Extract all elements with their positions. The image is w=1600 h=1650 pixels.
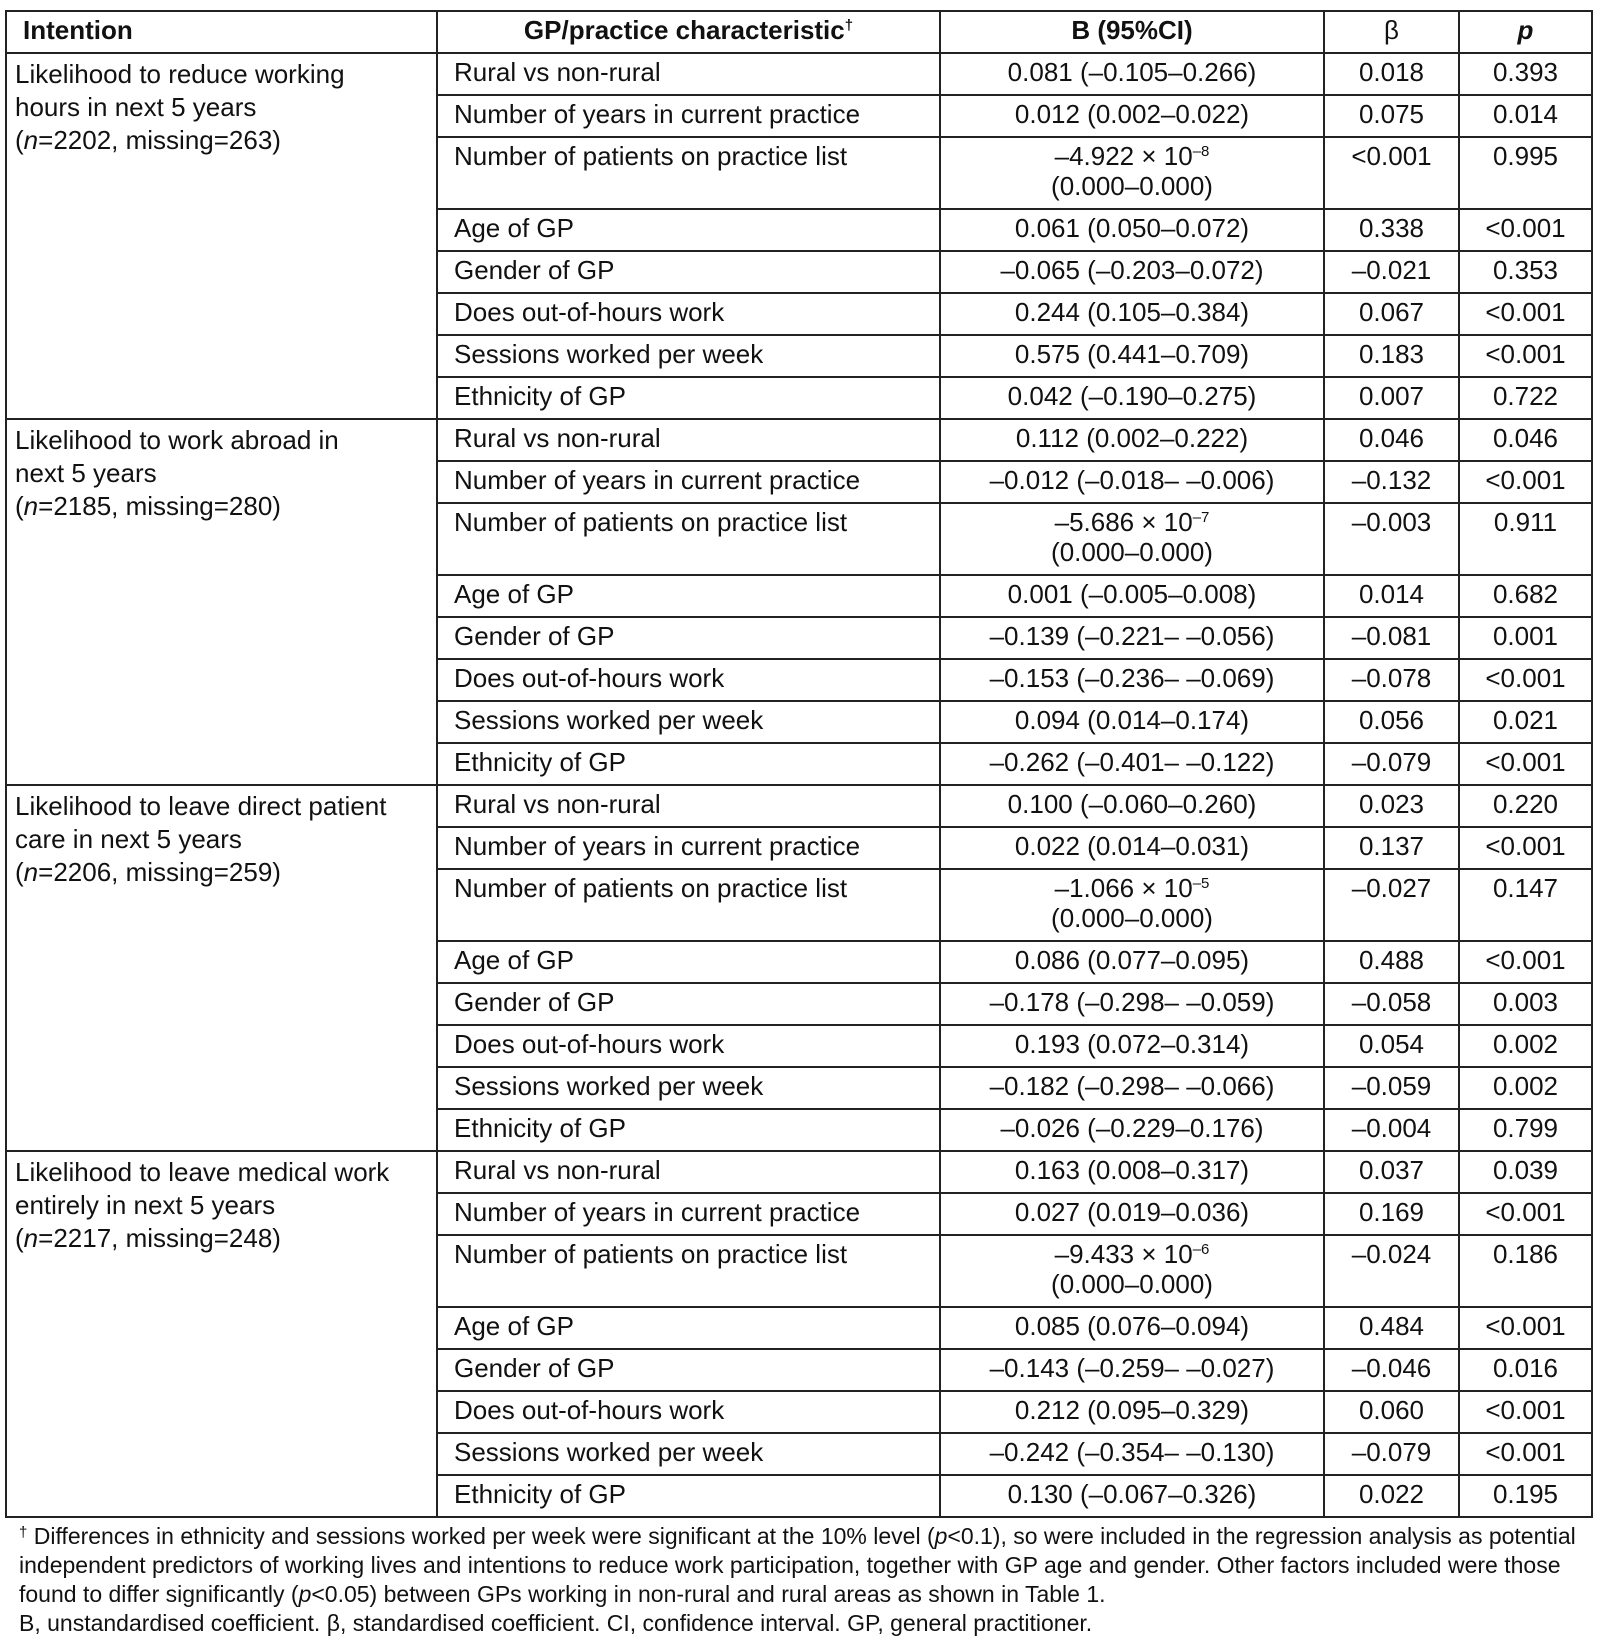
p-value-cell: 0.186: [1459, 1235, 1592, 1307]
characteristic-cell: Number of patients on practice list: [437, 137, 940, 209]
p-value-cell: 0.002: [1459, 1067, 1592, 1109]
characteristic-cell: Ethnicity of GP: [437, 1475, 940, 1517]
beta-cell: 0.137: [1324, 827, 1459, 869]
p-value-cell: 0.353: [1459, 251, 1592, 293]
p-value-cell: <0.001: [1459, 743, 1592, 785]
characteristic-cell: Number of patients on practice list: [437, 503, 940, 575]
beta-cell: –0.021: [1324, 251, 1459, 293]
characteristic-cell: Rural vs non-rural: [437, 419, 940, 461]
beta-cell: 0.075: [1324, 95, 1459, 137]
beta-cell: –0.027: [1324, 869, 1459, 941]
b-ci-cell: $-1.066 \times 10^{-5}$ (0.000–0.000): [940, 869, 1324, 941]
characteristic-cell: Ethnicity of GP: [437, 743, 940, 785]
b-ci-cell: 0.112 (0.002–0.222): [940, 419, 1324, 461]
beta-cell: –0.046: [1324, 1349, 1459, 1391]
table-footnote: [19, 1522, 1579, 1638]
beta-cell: <0.001: [1324, 137, 1459, 209]
beta-cell: –0.081: [1324, 617, 1459, 659]
beta-cell: 0.007: [1324, 377, 1459, 419]
header-p: p: [1459, 11, 1592, 53]
characteristic-cell: Number of years in current practice: [437, 827, 940, 869]
p-value-cell: 0.021: [1459, 701, 1592, 743]
characteristic-cell: Number of years in current practice: [437, 461, 940, 503]
beta-cell: 0.169: [1324, 1193, 1459, 1235]
beta-cell: 0.067: [1324, 293, 1459, 335]
beta-cell: –0.004: [1324, 1109, 1459, 1151]
p-value-cell: 0.003: [1459, 983, 1592, 1025]
b-ci-cell: 0.081 (–0.105–0.266): [940, 53, 1324, 95]
beta-cell: 0.022: [1324, 1475, 1459, 1517]
p-value-cell: 0.014: [1459, 95, 1592, 137]
beta-cell: 0.060: [1324, 1391, 1459, 1433]
b-ci-cell: 0.085 (0.076–0.094): [940, 1307, 1324, 1349]
p-value-cell: 0.722: [1459, 377, 1592, 419]
header-intention: Intention: [6, 11, 437, 53]
b-ci-cell: –0.012 (–0.018– –0.006): [940, 461, 1324, 503]
p-value-cell: 0.911: [1459, 503, 1592, 575]
p-value-cell: 0.195: [1459, 1475, 1592, 1517]
characteristic-cell: Gender of GP: [437, 251, 940, 293]
b-ci-cell: –0.139 (–0.221– –0.056): [940, 617, 1324, 659]
beta-cell: –0.059: [1324, 1067, 1459, 1109]
dagger-mark: †: [844, 17, 854, 34]
p-value-cell: <0.001: [1459, 1193, 1592, 1235]
b-ci-cell: 0.042 (–0.190–0.275): [940, 377, 1324, 419]
beta-cell: –0.058: [1324, 983, 1459, 1025]
intention-cell: Likelihood to leave medical work entirely in next 5 years (n=2217, missing=248): [6, 1151, 437, 1517]
b-ci-cell: –0.182 (–0.298– –0.066): [940, 1067, 1324, 1109]
beta-cell: 0.018: [1324, 53, 1459, 95]
characteristic-cell: Sessions worked per week: [437, 1433, 940, 1475]
table-row: [6, 419, 1592, 461]
b-ci-cell: 0.061 (0.050–0.072): [940, 209, 1324, 251]
beta-cell: 0.183: [1324, 335, 1459, 377]
b-ci-cell: –0.065 (–0.203–0.072): [940, 251, 1324, 293]
table-row: [6, 53, 1592, 95]
beta-cell: 0.056: [1324, 701, 1459, 743]
table-row: [6, 1151, 1592, 1193]
b-ci-cell: –0.242 (–0.354– –0.130): [940, 1433, 1324, 1475]
p-value-cell: 0.393: [1459, 53, 1592, 95]
characteristic-cell: Does out-of-hours work: [437, 1391, 940, 1433]
characteristic-cell: Sessions worked per week: [437, 1067, 940, 1109]
beta-cell: –0.003: [1324, 503, 1459, 575]
header-row: [6, 11, 1592, 53]
characteristic-cell: Number of patients on practice list: [437, 869, 940, 941]
characteristic-cell: Gender of GP: [437, 983, 940, 1025]
header-beta: β: [1324, 11, 1459, 53]
beta-cell: 0.054: [1324, 1025, 1459, 1067]
b-ci-cell: 0.193 (0.072–0.314): [940, 1025, 1324, 1067]
b-ci-cell: 0.100 (–0.060–0.260): [940, 785, 1324, 827]
p-value-cell: 0.220: [1459, 785, 1592, 827]
b-ci-cell: $-9.433 \times 10^{-6}$ (0.000–0.000): [940, 1235, 1324, 1307]
characteristic-cell: Number of years in current practice: [437, 1193, 940, 1235]
p-value-cell: <0.001: [1459, 335, 1592, 377]
characteristic-cell: Gender of GP: [437, 617, 940, 659]
p-value-cell: 0.995: [1459, 137, 1592, 209]
p-value-cell: 0.002: [1459, 1025, 1592, 1067]
p-value-cell: <0.001: [1459, 209, 1592, 251]
p-value-cell: <0.001: [1459, 827, 1592, 869]
characteristic-cell: Age of GP: [437, 1307, 940, 1349]
p-value-cell: <0.001: [1459, 1391, 1592, 1433]
header-characteristic-label: GP/practice characteristic: [523, 15, 845, 45]
characteristic-cell: Gender of GP: [437, 1349, 940, 1391]
b-ci-cell: 0.244 (0.105–0.384): [940, 293, 1324, 335]
b-ci-cell: 0.163 (0.008–0.317): [940, 1151, 1324, 1193]
beta-cell: –0.024: [1324, 1235, 1459, 1307]
characteristic-cell: Age of GP: [437, 575, 940, 617]
beta-cell: –0.079: [1324, 743, 1459, 785]
beta-cell: 0.023: [1324, 785, 1459, 827]
p-value-cell: <0.001: [1459, 941, 1592, 983]
abbreviations-text: B, unstandardised coefficient. β, standardised coefficient. CI, confidence interval. GP, general practitioner.: [19, 1610, 1093, 1636]
p-value-cell: <0.001: [1459, 659, 1592, 701]
beta-cell: 0.037: [1324, 1151, 1459, 1193]
p-value-cell: 0.039: [1459, 1151, 1592, 1193]
p-value-cell: <0.001: [1459, 1307, 1592, 1349]
characteristic-cell: Rural vs non-rural: [437, 785, 940, 827]
b-ci-cell: $-4.922 \times 10^{-8}$ (0.000–0.000): [940, 137, 1324, 209]
b-ci-cell: –0.178 (–0.298– –0.059): [940, 983, 1324, 1025]
p-value-cell: 0.016: [1459, 1349, 1592, 1391]
b-ci-cell: –0.143 (–0.259– –0.027): [940, 1349, 1324, 1391]
b-ci-cell: 0.575 (0.441–0.709): [940, 335, 1324, 377]
characteristic-cell: Rural vs non-rural: [437, 53, 940, 95]
beta-cell: 0.488: [1324, 941, 1459, 983]
characteristic-cell: Does out-of-hours work: [437, 659, 940, 701]
intention-cell: Likelihood to work abroad in next 5 years (n=2185, missing=280): [6, 419, 437, 785]
b-ci-cell: 0.130 (–0.067–0.326): [940, 1475, 1324, 1517]
p-value-cell: <0.001: [1459, 461, 1592, 503]
beta-cell: 0.014: [1324, 575, 1459, 617]
b-ci-cell: 0.086 (0.077–0.095): [940, 941, 1324, 983]
characteristic-cell: Age of GP: [437, 941, 940, 983]
p-value-cell: 0.682: [1459, 575, 1592, 617]
beta-cell: 0.046: [1324, 419, 1459, 461]
beta-cell: 0.338: [1324, 209, 1459, 251]
b-ci-cell: 0.094 (0.014–0.174): [940, 701, 1324, 743]
b-ci-cell: –0.153 (–0.236– –0.069): [940, 659, 1324, 701]
beta-cell: –0.079: [1324, 1433, 1459, 1475]
table-body: [6, 53, 1592, 1517]
characteristic-cell: Does out-of-hours work: [437, 1025, 940, 1067]
b-ci-cell: 0.212 (0.095–0.329): [940, 1391, 1324, 1433]
characteristic-cell: Ethnicity of GP: [437, 377, 940, 419]
p-value-cell: 0.799: [1459, 1109, 1592, 1151]
p-value-cell: <0.001: [1459, 293, 1592, 335]
b-ci-cell: 0.022 (0.014–0.031): [940, 827, 1324, 869]
characteristic-cell: Sessions worked per week: [437, 701, 940, 743]
b-ci-cell: 0.001 (–0.005–0.008): [940, 575, 1324, 617]
b-ci-cell: 0.027 (0.019–0.036): [940, 1193, 1324, 1235]
b-ci-cell: –0.026 (–0.229–0.176): [940, 1109, 1324, 1151]
characteristic-cell: Age of GP: [437, 209, 940, 251]
b-ci-cell: 0.012 (0.002–0.022): [940, 95, 1324, 137]
b-ci-cell: –0.262 (–0.401– –0.122): [940, 743, 1324, 785]
beta-cell: 0.484: [1324, 1307, 1459, 1349]
characteristic-cell: Number of years in current practice: [437, 95, 940, 137]
header-characteristic: [437, 11, 940, 53]
footnote-text: † Differences in ethnicity and sessions worked per week were significant at the 10% level (p<0.1), so were included in the regression analysis as potential independent predictors of working lives and intentions to reduce work participation, together with GP age and gender. Other factors included were those found to differ significantly (p<0.05) between GPs working in non-rural and rural areas as shown in Table 1.: [19, 1523, 1576, 1607]
characteristic-cell: Rural vs non-rural: [437, 1151, 940, 1193]
characteristic-cell: Number of patients on practice list: [437, 1235, 940, 1307]
characteristic-cell: Does out-of-hours work: [437, 293, 940, 335]
regression-table: [5, 10, 1593, 1518]
p-value-cell: 0.046: [1459, 419, 1592, 461]
table-row: [6, 785, 1592, 827]
characteristic-cell: Ethnicity of GP: [437, 1109, 940, 1151]
b-ci-cell: $-5.686 \times 10^{-7}$ (0.000–0.000): [940, 503, 1324, 575]
p-value-cell: 0.001: [1459, 617, 1592, 659]
beta-cell: –0.132: [1324, 461, 1459, 503]
p-value-cell: <0.001: [1459, 1433, 1592, 1475]
beta-cell: –0.078: [1324, 659, 1459, 701]
intention-cell: Likelihood to leave direct patient care in next 5 years (n=2206, missing=259): [6, 785, 437, 1151]
characteristic-cell: Sessions worked per week: [437, 335, 940, 377]
header-b: B (95%CI): [940, 11, 1324, 53]
p-value-cell: 0.147: [1459, 869, 1592, 941]
intention-cell: Likelihood to reduce working hours in next 5 years (n=2202, missing=263): [6, 53, 437, 419]
